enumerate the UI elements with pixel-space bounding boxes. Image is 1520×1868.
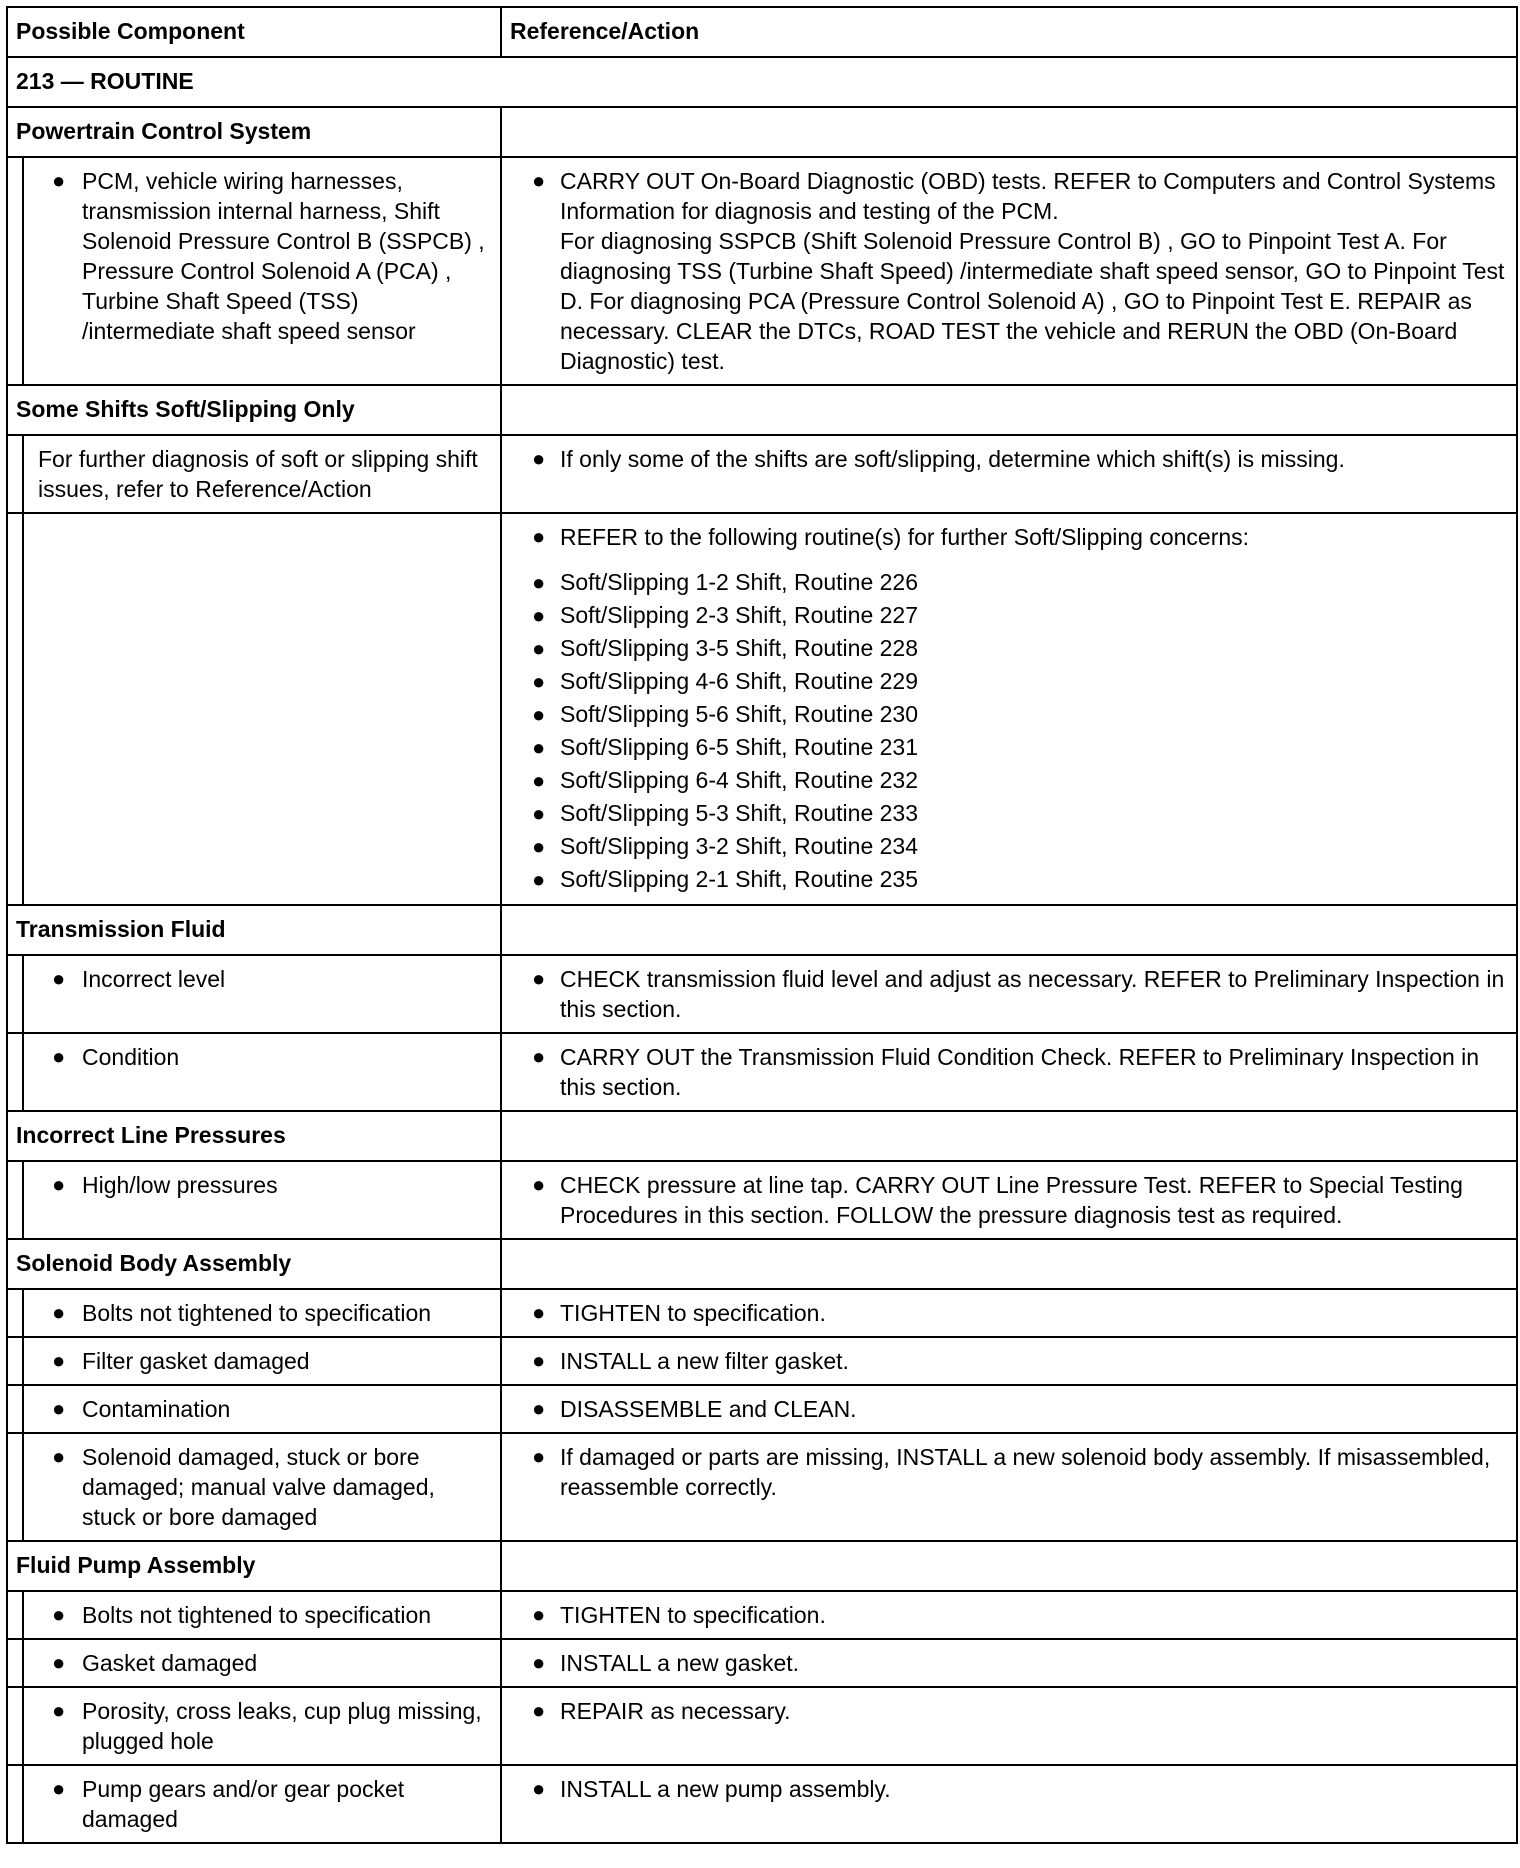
table-row [7,1639,1517,1687]
component-text: ● Bolts not tightened to specification [24,1600,492,1630]
section-title-powertrain: Powertrain Control System [7,107,501,157]
table-row [7,1337,1517,1385]
component-text: ● Solenoid damaged, stuck or bore damaged; manual valve damaged, stuck or bore damaged [24,1442,492,1532]
header-possible-component: Possible Component [7,7,501,57]
action-text: ● TIGHTEN to specification. [502,1298,1508,1328]
action-text: ● CHECK pressure at line tap. CARRY OUT Line Pressure Test. REFER to Special Testing Procedures in this section. FOLLOW the pressure diagnosis test as required. [502,1170,1508,1230]
action-text: ● If only some of the shifts are soft/slipping, determine which shift(s) is missing. [502,444,1508,474]
section-title-soft-slipping: Some Shifts Soft/Slipping Only [7,385,501,435]
action-text-continued: For diagnosing SSPCB (Shift Solenoid Pressure Control B) , GO to Pinpoint Test A. For diagnosing TSS (Turbine Shaft Speed) /intermediate shaft speed sensor, GO to Pinpoint Test D. For diagnosing PCA (Pressure Control Solenoid A) , GO to Pinpoint Test E. REPAIR as necessary. CLEAR the DTCs, ROAD TEST the vehicle and RERUN the OBD (On-Board Diagnostic) test. [560,228,1505,374]
refer-routines-text: ● REFER to the following routine(s) for further Soft/Slipping concerns: [502,522,1508,552]
component-text: ● Gasket damaged [24,1648,492,1678]
component-text: ● Condition [24,1042,492,1072]
section-title-fluid-pump: Fluid Pump Assembly [7,1541,501,1591]
action-text: ● INSTALL a new filter gasket. [502,1346,1508,1376]
component-text: ● Pump gears and/or gear pocket damaged [24,1774,492,1834]
section-row-soft-slipping [7,385,1517,435]
routine-row [7,57,1517,107]
diagnostic-table-page [6,6,1516,1861]
component-text: ● Incorrect level [24,964,492,994]
action-text: ● CARRY OUT the Transmission Fluid Condition Check. REFER to Preliminary Inspection in this section. [502,1042,1508,1102]
component-text: ● Porosity, cross leaks, cup plug missing, plugged hole [24,1696,492,1756]
component-text: ● PCM, vehicle wiring harnesses, transmission internal harness, Shift Solenoid Pressure Control B (SSPCB) , Pressure Control Solenoid A (PCA) , Turbine Shaft Speed (TSS) /intermediate shaft speed sensor [24,166,492,346]
section-title-line-pressures: Incorrect Line Pressures [7,1111,501,1161]
list-item: ● Soft/Slipping 2-3 Shift, Routine 227 [502,599,1508,632]
list-item: ● Soft/Slipping 4-6 Shift, Routine 229 [502,665,1508,698]
action-text: ● REPAIR as necessary. [502,1696,1508,1726]
list-item: ● Soft/Slipping 6-5 Shift, Routine 231 [502,731,1508,764]
action-text: ● If damaged or parts are missing, INSTALL a new solenoid body assembly. If misassembled, reassemble correctly. [502,1442,1508,1502]
action-text: ● INSTALL a new gasket. [502,1648,1508,1678]
table-header-row [7,7,1517,57]
table-row [7,435,1517,513]
table-row [7,1161,1517,1239]
component-text: ● High/low pressures [24,1170,492,1200]
action-text: ● INSTALL a new pump assembly. [502,1774,1508,1804]
list-item: ● Soft/Slipping 3-2 Shift, Routine 234 [502,830,1508,863]
table-row [7,1765,1517,1843]
section-title-transmission-fluid: Transmission Fluid [7,905,501,955]
section-row-line-pressures [7,1111,1517,1161]
component-text: ● Bolts not tightened to specification [24,1298,492,1328]
section-row-transmission-fluid [7,905,1517,955]
table-row [7,955,1517,1033]
table-row [7,1289,1517,1337]
section-row-fluid-pump [7,1541,1517,1591]
list-item: ● Soft/Slipping 6-4 Shift, Routine 232 [502,764,1508,797]
section-row-powertrain [7,107,1517,157]
list-item: ● Soft/Slipping 3-5 Shift, Routine 228 [502,632,1508,665]
routine-title: 213 — ROUTINE [7,57,1517,107]
header-reference-action: Reference/Action [501,7,1517,57]
action-text: ● CHECK transmission fluid level and adjust as necessary. REFER to Preliminary Inspection in this section. [502,964,1508,1024]
action-text: ● TIGHTEN to specification. [502,1600,1508,1630]
component-text: For further diagnosis of soft or slipping shift issues, refer to Reference/Action [38,446,478,502]
action-text: ● DISASSEMBLE and CLEAN. [502,1394,1508,1424]
table-row [7,1385,1517,1433]
action-text: ● CARRY OUT On-Board Diagnostic (OBD) tests. REFER to Computers and Control Systems Information for diagnosis and testing of the PCM. [502,166,1508,226]
table-row [7,1033,1517,1111]
table-row [7,1433,1517,1541]
list-item: ● Soft/Slipping 2-1 Shift, Routine 235 [502,863,1508,896]
component-text: ● Contamination [24,1394,492,1424]
diagnostic-table [6,6,1518,1844]
component-text: ● Filter gasket damaged [24,1346,492,1376]
section-row-solenoid-body [7,1239,1517,1289]
routine-list [502,566,1508,896]
table-row [7,1591,1517,1639]
list-item: ● Soft/Slipping 5-6 Shift, Routine 230 [502,698,1508,731]
list-item: ● Soft/Slipping 5-3 Shift, Routine 233 [502,797,1508,830]
section-title-solenoid-body: Solenoid Body Assembly [7,1239,501,1289]
table-row [7,513,1517,905]
table-row [7,157,1517,385]
table-row [7,1687,1517,1765]
list-item: ● Soft/Slipping 1-2 Shift, Routine 226 [502,566,1508,599]
